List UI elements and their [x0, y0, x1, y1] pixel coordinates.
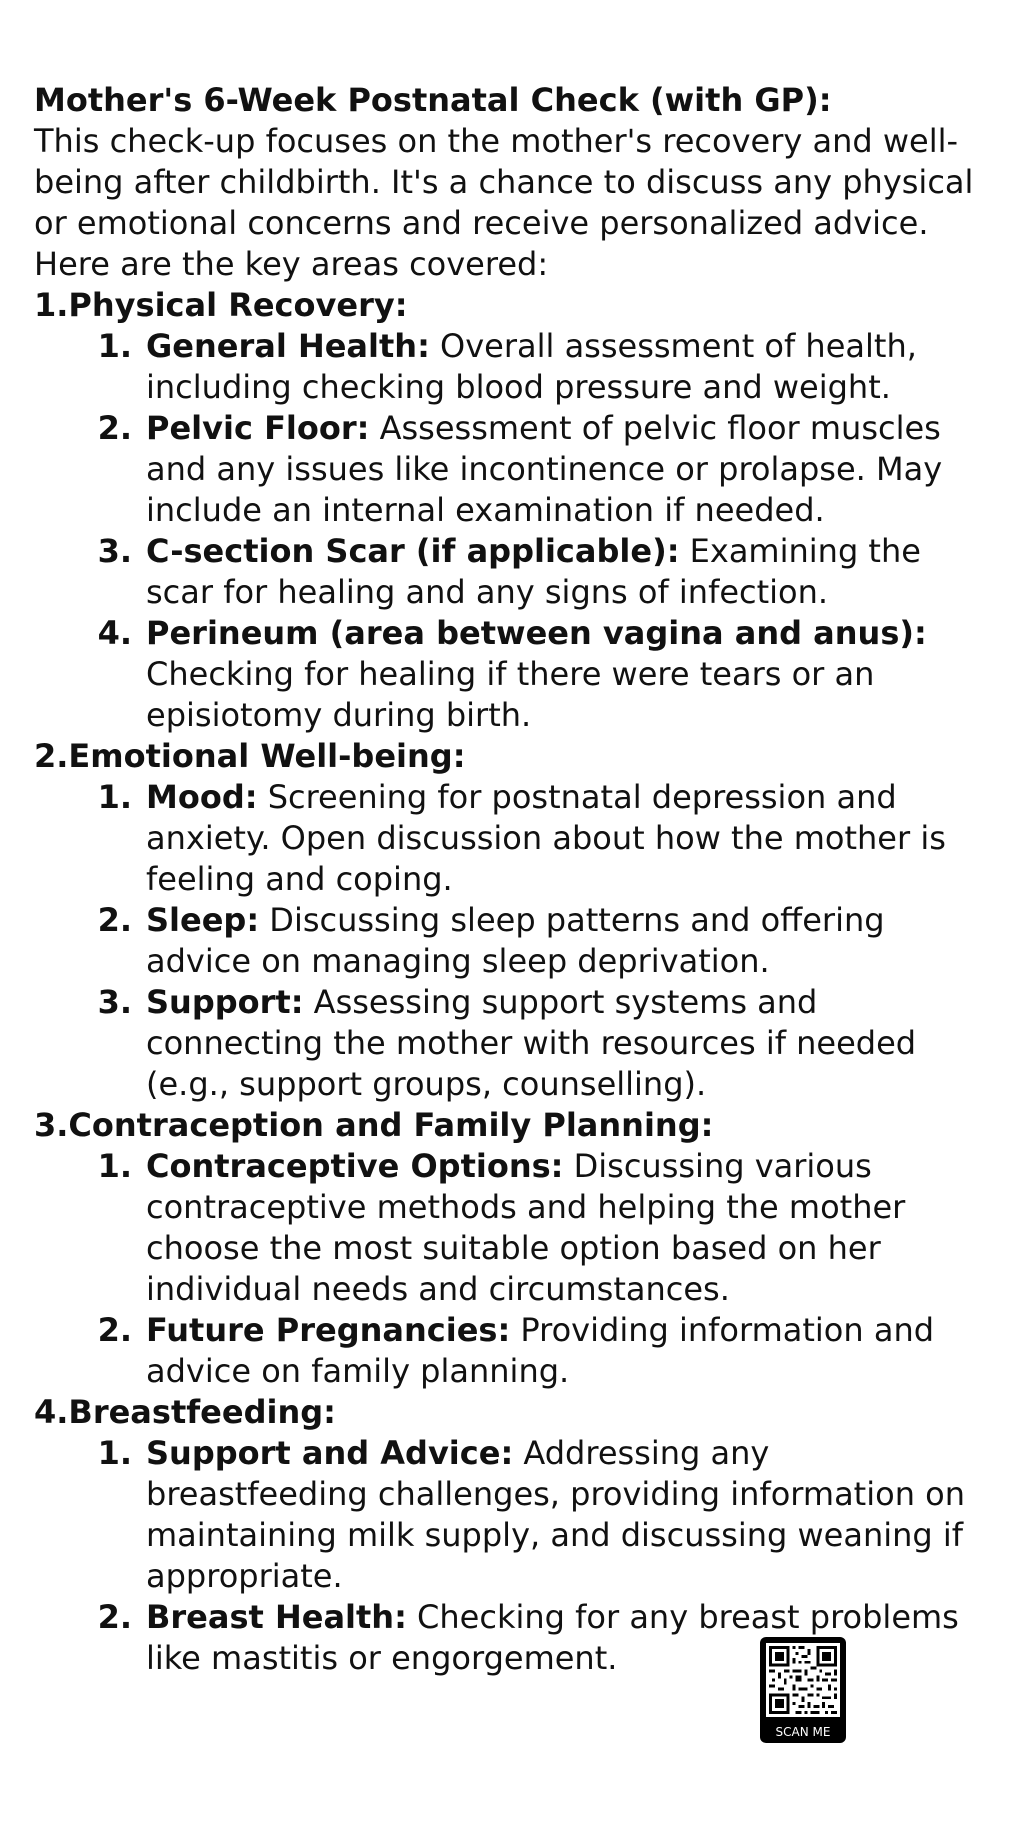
item-term: Sleep:: [146, 901, 260, 939]
item-list: [34, 1433, 996, 1679]
document: [34, 80, 996, 1679]
intro-line: being after childbirth. It's a chance to discuss any physical: [34, 163, 974, 201]
intro-line: or emotional concerns and receive personalized advice.: [34, 204, 929, 242]
item-term: Mood:: [146, 778, 258, 816]
section-heading: 2.Emotional Well-being:: [34, 737, 466, 775]
section-heading: 4.Breastfeeding:: [34, 1393, 336, 1431]
item-text: Screening for postnatal depression and anxiety. Open discussion about how the mother is feeling and coping.: [146, 778, 946, 898]
item-term: Future Pregnancies:: [146, 1311, 511, 1349]
item-number: 2.: [97, 1598, 132, 1636]
list-item: [34, 777, 996, 900]
item-term: Pelvic Floor:: [146, 409, 370, 447]
item-term: Perineum (area between vagina and anus):: [146, 614, 927, 652]
item-term: Support:: [146, 983, 304, 1021]
list-item: [34, 531, 996, 613]
item-text: Assessing support systems and connecting the mother with resources if needed (e.g., support groups, counselling).: [146, 983, 917, 1103]
section-heading: 3.Contraception and Family Planning:: [34, 1106, 714, 1144]
item-list: [34, 777, 996, 1105]
section-emotional-wellbeing: [34, 736, 996, 1105]
item-number: 2.: [97, 409, 132, 447]
list-item: [34, 613, 996, 736]
item-term: Breast Health:: [146, 1598, 407, 1636]
item-number: 2.: [97, 901, 132, 939]
list-item: [34, 408, 996, 531]
page-title: Mother's 6-Week Postnatal Check (with GP):: [34, 81, 832, 119]
item-text: Checking for any breast problems like mastitis or engorgement.: [146, 1598, 959, 1677]
item-number: 4.: [97, 614, 132, 652]
intro-line: Here are the key areas covered:: [34, 245, 549, 283]
section-contraception: [34, 1105, 996, 1392]
list-item: [34, 900, 996, 982]
item-term: General Health:: [146, 327, 430, 365]
list-item: [34, 1146, 996, 1310]
item-list: [34, 1146, 996, 1392]
item-number: 3.: [97, 532, 132, 570]
list-item: [34, 1310, 996, 1392]
item-term: C-section Scar (if applicable):: [146, 532, 680, 570]
item-number: 3.: [97, 983, 132, 1021]
item-text: Examining the scar for healing and any signs of infection.: [146, 532, 921, 611]
item-term: Contraceptive Options:: [146, 1147, 564, 1185]
qr-code-icon: [766, 1643, 840, 1717]
item-text: Checking for healing if there were tears or an episiotomy during birth.: [146, 655, 875, 734]
item-number: 1.: [97, 1147, 132, 1185]
item-text: Addressing any breastfeeding challenges, providing information on maintaining milk supply, and discussing weaning if appropriate.: [146, 1434, 965, 1595]
item-number: 2.: [97, 1311, 132, 1349]
list-item: [34, 982, 996, 1105]
item-term: Support and Advice:: [146, 1434, 514, 1472]
intro-line: This check-up focuses on the mother's recovery and well-: [34, 122, 959, 160]
section-heading: 1.Physical Recovery:: [34, 286, 408, 324]
item-text: Assessment of pelvic floor muscles and any issues like incontinence or prolapse. May include an internal examination if needed.: [146, 409, 943, 529]
section-breastfeeding: [34, 1392, 996, 1679]
qr-badge[interactable]: [760, 1637, 846, 1743]
list-item: [34, 326, 996, 408]
item-number: 1.: [97, 1434, 132, 1472]
list-item: [34, 1597, 996, 1679]
item-text: Overall assessment of health, including checking blood pressure and weight.: [146, 327, 917, 406]
section-physical-recovery: [34, 285, 996, 736]
item-number: 1.: [97, 327, 132, 365]
list-item: [34, 1433, 996, 1597]
item-number: 1.: [97, 778, 132, 816]
item-text: Discussing sleep patterns and offering advice on managing sleep deprivation.: [146, 901, 885, 980]
item-text: Providing information and advice on family planning.: [146, 1311, 935, 1390]
qr-label: SCAN ME: [775, 1725, 831, 1739]
item-text: Discussing various contraceptive methods and helping the mother choose the most suitable option based on her individual needs and circumstances.: [146, 1147, 906, 1308]
item-list: [34, 326, 996, 736]
